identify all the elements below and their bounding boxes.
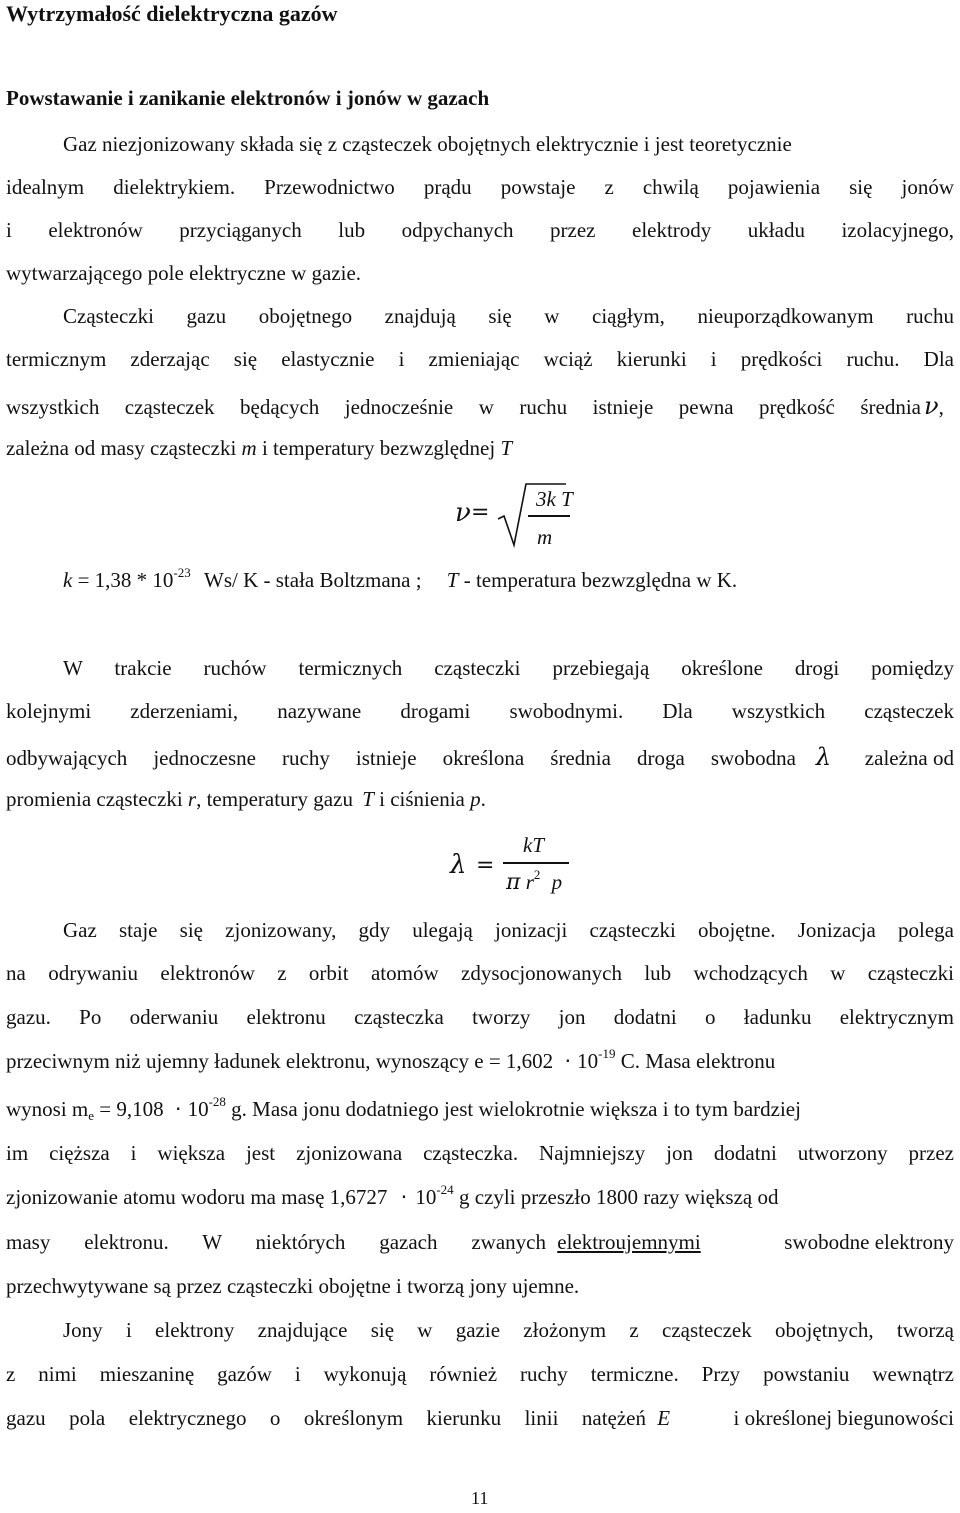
text-fragment: i określonej biegunowości <box>733 1406 954 1430</box>
field-symbol: E <box>657 1406 671 1430</box>
fraction-bar <box>528 515 570 517</box>
text-line: Gaz staje się zjonizowany, gdy ulegają jonizacji cząsteczki obojętne. Jonizacja polega <box>63 918 954 942</box>
text-fragment: i temperatury bezwzględnej <box>261 436 496 460</box>
radius-symbol: r <box>187 787 197 811</box>
text-line <box>6 789 486 810</box>
temperature-symbol: T <box>500 436 513 460</box>
section-heading: Powstawanie i zanikanie elektronów i jonów w gazach <box>6 86 490 110</box>
pressure-symbol: p <box>551 870 563 894</box>
text-line: gazu. Po oderwaniu elektronu cząsteczka tworzy jon dodatni o ładunku elektrycznym <box>6 1005 954 1029</box>
formula-lhs: ν <box>455 498 471 528</box>
ion-mass-exponent: -24 <box>436 1182 454 1197</box>
text-line: kolejnymi zderzeniami, nazywane drogami swobodnymi. Dla wszystkich cząsteczek <box>6 699 954 723</box>
text-line <box>6 1408 954 1429</box>
formula-denominator <box>506 867 563 895</box>
text-line: wytwarzającego pole elektryczne w gazie. <box>6 261 362 285</box>
multiplication-dot: ⋅ <box>400 1185 408 1209</box>
text-line: i elektronów przyciąganych lub odpychanych przez elektrody układu izolacyjnego, <box>6 218 954 242</box>
text-fragment: promienia cząsteczki <box>6 787 183 811</box>
electronegative-link[interactable]: elektroujemnymi <box>557 1230 701 1254</box>
text-line: Gaz niezjonizowany składa się z cząsteczek obojętnych elektrycznie i jest teoretycznie <box>63 132 792 156</box>
multiplication-dot: ⋅ <box>174 1097 182 1121</box>
text-fragment: 10 <box>577 1049 599 1073</box>
mass-symbol: m <box>241 436 257 460</box>
formula-equals: = <box>471 500 490 525</box>
text-fragment: swobodne elektrony <box>784 1230 954 1254</box>
text-line: Cząsteczki gazu obojętnego znajdują się w ciągłym, nieuporządkowanym ruchu <box>63 304 954 328</box>
formula-denominator: m <box>537 525 553 549</box>
page-title: Wytrzymałość dielektryczna gazów <box>6 1 338 26</box>
free-path-symbol: λ <box>815 743 832 771</box>
text-fragment: C. Masa elektronu <box>615 1049 776 1073</box>
radius-exponent: 2 <box>533 867 541 882</box>
text-fragment: przeciwnym niż ujemny ładunek elektronu, wynoszący e = 1,602 <box>6 1049 554 1073</box>
text-fragment: masy elektronu. W niektórych gazach zwanych <box>6 1230 546 1254</box>
text-line: z nimi mieszaninę gazów i wykonują również ruchy termiczne. Przy powstaniu wewnątrz <box>6 1362 954 1386</box>
text-fragment: 10 <box>187 1097 209 1121</box>
text-line: idealnym dielektrykiem. Przewodnictwo prądu powstaje z chwilą pojawienia się jonów <box>6 175 954 199</box>
text-fragment: odbywających jednoczesne ruchy istnieje określona średnia droga swobodna <box>6 746 796 770</box>
mass-exponent: -28 <box>208 1094 226 1109</box>
text-fragment: wszystkich cząsteczek będących jednocześnie w ruchu istnieje pewna prędkość średnia <box>6 395 921 419</box>
text-fragment: g czyli przeszło 1800 razy większą od <box>453 1185 779 1209</box>
text-line <box>6 1094 954 1123</box>
radius-symbol: r <box>525 870 534 894</box>
text-line: Jony i elektrony znajdujące się w gazie złożonym z cząsteczek obojętnych, tworzą <box>63 1318 954 1342</box>
temperature-description: - temperatura bezwzględna w K. <box>458 568 738 592</box>
text-line: przechwytywane są przez cząsteczki obojętne i tworzą jony ujemne. <box>6 1274 580 1298</box>
text-fragment: , temperatury gazu <box>196 787 353 811</box>
text-line <box>6 745 954 769</box>
text-fragment: i ciśnienia <box>373 787 465 811</box>
text-line: na odrywaniu elektronów z orbit atomów zdysocjonowanych lub wchodzących w cząsteczki <box>6 961 954 985</box>
electron-subscript: e <box>88 1108 95 1123</box>
velocity-symbol: ν <box>924 392 939 420</box>
pi-symbol: π <box>506 870 521 895</box>
text-line: W trakcie ruchów termicznych cząsteczki przebiegają określone drogi pomiędzy <box>63 656 954 680</box>
boltzmann-unit: Ws/ K - stała Boltzmana ; <box>204 568 422 592</box>
text-line <box>6 1232 954 1253</box>
multiplication-dot: ⋅ <box>564 1049 572 1073</box>
text-fragment: , <box>938 395 944 419</box>
formula-lhs: λ <box>450 850 467 880</box>
text-line: termicznym zderzając się elastycznie i zmieniając wciąż kierunki i prędkości ruchu. Dla <box>6 347 954 371</box>
text-fragment: . <box>480 787 486 811</box>
text-fragment: = 9,108 <box>94 1097 164 1121</box>
charge-exponent: -19 <box>598 1046 616 1061</box>
constants-line <box>63 565 738 592</box>
formula-numerator: kT <box>523 833 544 857</box>
text-fragment: zależna od <box>864 746 954 770</box>
text-fragment: zjonizowanie atomu wodoru ma masę 1,6727 <box>6 1185 388 1209</box>
formula-equals: = <box>476 853 495 878</box>
text-line: im cięższa i większa jest zjonizowana cząsteczka. Najmniejszy jon dodatni utworzony przez <box>6 1141 954 1165</box>
text-fragment: zależna od masy cząsteczki <box>6 436 237 460</box>
formula-numerator: 3k T <box>536 487 573 511</box>
text-line <box>6 1046 776 1073</box>
text-fragment: g. Masa jonu dodatniego jest wielokrotnie większa i to tym bardziej <box>225 1097 801 1121</box>
text-fragment: gazu pola elektrycznego o określonym kierunku linii natężeń <box>6 1406 646 1430</box>
text-fragment: wynosi m <box>6 1097 89 1121</box>
text-line <box>6 438 512 459</box>
temperature-symbol: T <box>362 787 374 811</box>
text-line <box>6 1182 779 1209</box>
fraction-bar <box>503 862 569 864</box>
boltzmann-value: = 1,38 * 10 <box>77 568 174 592</box>
text-fragment: 10 <box>415 1185 437 1209</box>
page-number: 11 <box>471 1488 489 1508</box>
pressure-symbol: p <box>470 787 481 811</box>
temperature-symbol: T <box>446 568 459 592</box>
text-line <box>6 394 954 418</box>
boltzmann-exponent: -23 <box>173 565 191 580</box>
boltzmann-symbol: k <box>63 568 73 592</box>
